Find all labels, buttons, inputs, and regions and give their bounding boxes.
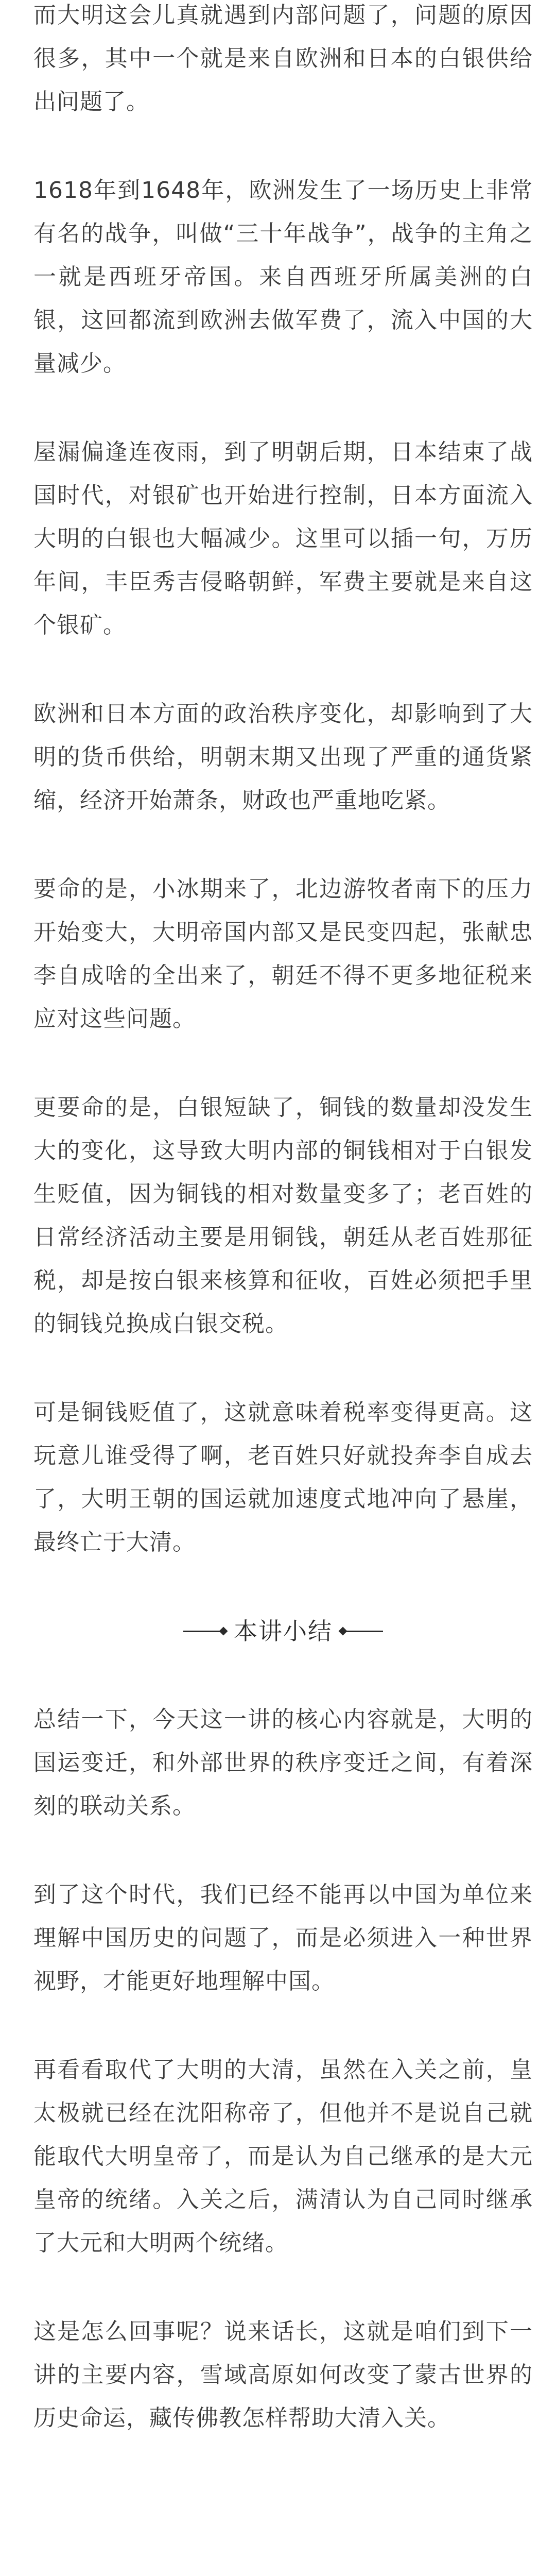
section-heading	[33, 1609, 533, 1653]
paragraph-qing-lineage: 再看看取代了大明的大清，虽然在入关之前，皇太极就已经在沈阳称帝了，但他并不是说自己就能取代大明皇帝了，而是认为自己继承的是大元皇帝的统绪。入关之后，满清认为自己同时继承了大元和大明两个统绪。	[33, 2057, 533, 2256]
article-body	[33, 0, 533, 2440]
paragraph-gap	[33, 822, 533, 868]
paragraph-gap	[33, 1828, 533, 1873]
paragraph-deflation: 欧洲和日本方面的政治秩序变化，却影响到了大明的货币供给，明朝末期又出现了严重的通货紧缩，经济开始萧条，财政也严重地吃紧。	[33, 701, 533, 814]
paragraph-gap	[33, 124, 533, 169]
paragraph-little-ice-age: 要命的是，小冰期来了，北边游牧者南下的压力开始变大，大明帝国内部又是民变四起，张献忠李自成啥的全出来了，朝廷不得不更多地征税来应对这些问题。	[33, 876, 533, 1032]
paragraph-gap	[33, 2265, 533, 2310]
paragraph-japan-silver: 屋漏偏逢连夜雨，到了明朝后期，日本结束了战国时代，对银矿也开始进行控制，日本方面流入大明的白银也大幅减少。这里可以插一句，万历年间，丰臣秀吉侵略朝鲜，军费主要就是来自这个银矿。	[33, 439, 533, 638]
paragraph-gap	[33, 385, 533, 431]
heading-right-diamond-icon	[339, 1627, 348, 1636]
paragraph-gap	[33, 1041, 533, 1086]
paragraph-silver-supply: 而大明这会儿真就遇到内部问题了，问题的原因很多，其中一个就是来自欧洲和日本的白银供给出问题了。	[33, 2, 533, 115]
paragraph-gap	[33, 1564, 533, 1609]
section-heading-title: 本讲小结	[234, 1617, 333, 1645]
paragraph-gap	[33, 1653, 533, 1698]
paragraph-gap	[33, 1346, 533, 1391]
paragraph-copper-devaluation: 更要命的是，白银短缺了，铜钱的数量却没发生大的变化，这导致大明内部的铜钱相对于白银发生贬值，因为铜钱的相对数量变多了；老百姓的日常经济活动主要是用铜钱，朝廷从老百姓那征税，却是按白银来核算和征收，百姓必须把手里的铜钱兑换成白银交税。	[33, 1094, 533, 1337]
paragraph-gap	[33, 647, 533, 692]
heading-right-line	[346, 1631, 383, 1632]
paragraph-gap	[33, 2003, 533, 2048]
paragraph-ming-collapse: 可是铜钱贬值了，这就意味着税率变得更高。这玩意儿谁受得了啊，老百姓只好就投奔李自成去了，大明王朝的国运就加速度式地冲向了悬崖，最终亡于大清。	[33, 1399, 533, 1555]
paragraph-summary: 总结一下，今天这一讲的核心内容就是，大明的国运变迁，和外部世界的秩序变迁之间，有着深刻的联动关系。	[33, 1706, 533, 1819]
paragraph-next-lecture: 这是怎么回事呢？说来话长，这就是咱们到下一讲的主要内容，雪域高原如何改变了蒙古世界的历史命运，藏传佛教怎样帮助大清入关。	[33, 2318, 533, 2431]
paragraph-world-view: 到了这个时代，我们已经不能再以中国为单位来理解中国历史的问题了，而是必须进入一种世界视野，才能更好地理解中国。	[33, 1882, 533, 1994]
paragraph-thirty-years-war: 1618年到1648年，欧洲发生了一场历史上非常有名的战争，叫做“三十年战争”，战争的主角之一就是西班牙帝国。来自西班牙所属美洲的白银，这回都流到欧洲去做军费了，流入中国的大量减少。	[33, 177, 533, 377]
heading-left-line	[183, 1631, 220, 1632]
